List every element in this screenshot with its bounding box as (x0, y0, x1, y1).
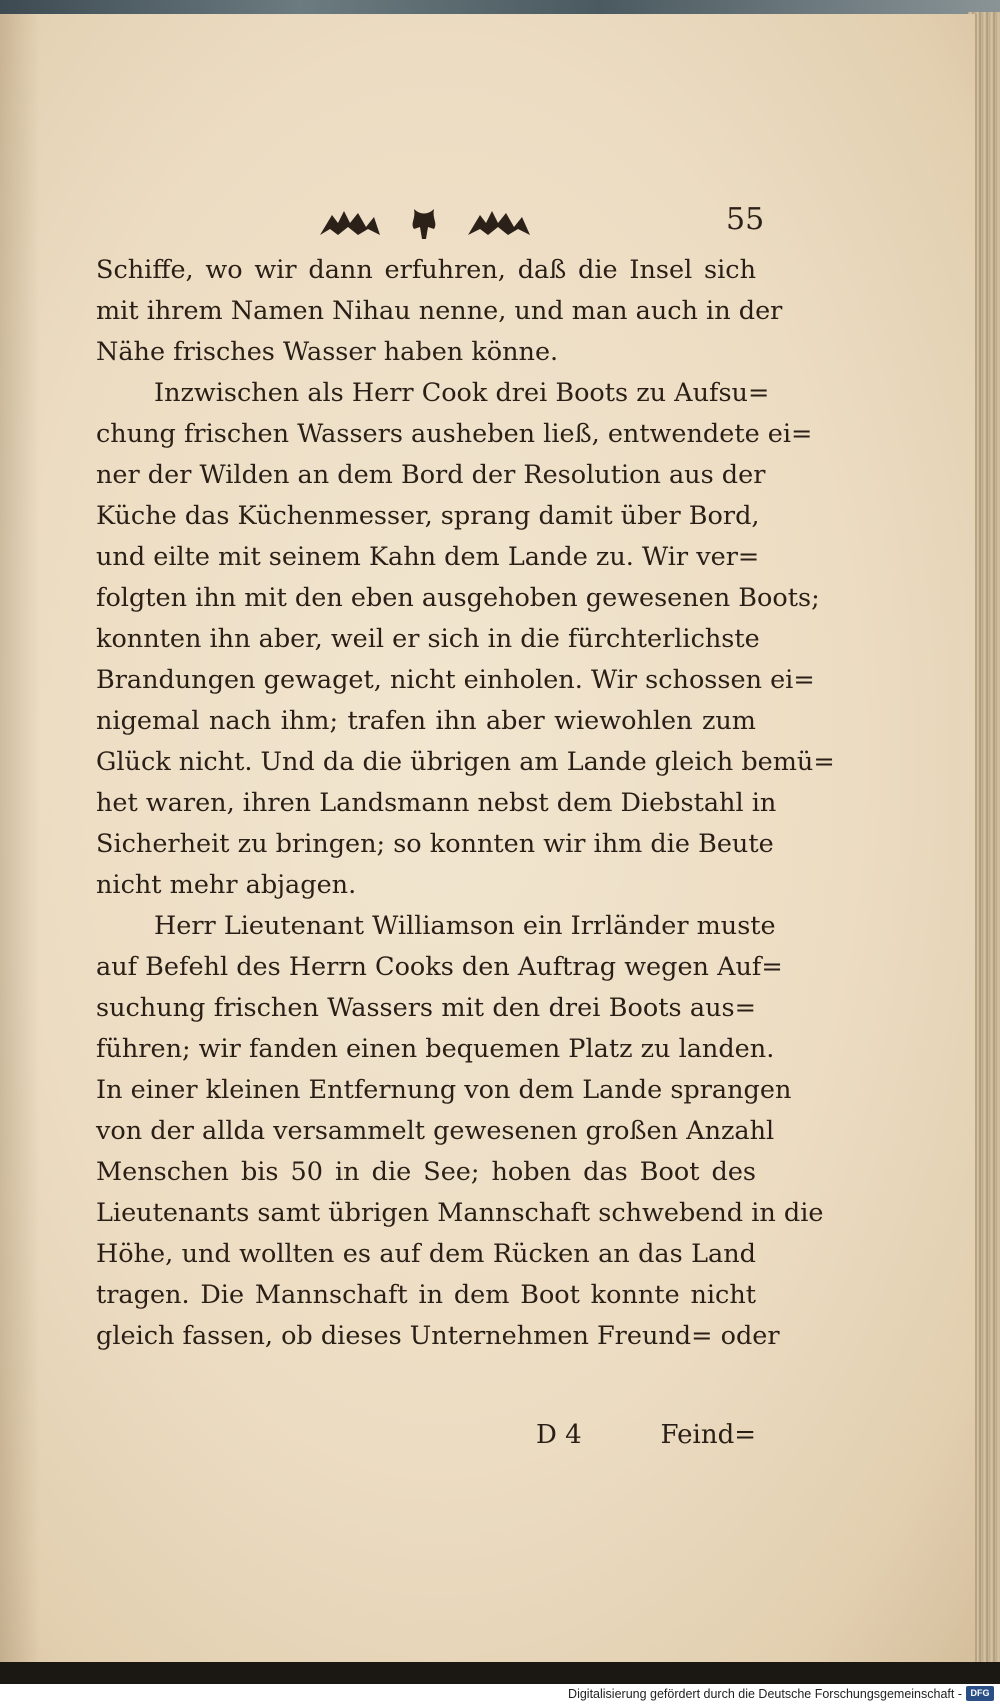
catchword: Feind= (660, 1420, 756, 1450)
text-line: Schiffe, wo wir dann erfuhren, daß die Insel sich (96, 255, 756, 285)
page-footer-line (96, 1420, 756, 1460)
text-line: folgten ihn mit den eben ausgehoben gewesenen Boots; (96, 583, 820, 613)
text-line: Sicherheit zu bringen; so konnten wir ihm die Beute (96, 829, 774, 859)
scan-bottom-band (0, 1662, 1000, 1684)
text-line: führen; wir fanden einen bequemen Platz zu landen. (96, 1034, 775, 1064)
text-line: In einer kleinen Entfernung von dem Lande sprangen (96, 1075, 792, 1105)
text-line: Glück nicht. Und da die übrigen am Lande gleich bemü= (96, 747, 835, 777)
text-line: Herr Lieutenant Williamson ein Irrländer muste (154, 911, 776, 941)
text-line: nigemal nach ihm; trafen ihn aber wiewohlen zum (96, 706, 756, 736)
digitization-credit: Digitalisierung gefördert durch die Deutsche Forschungsgemeinschaft - (568, 1687, 962, 1701)
text-line: von der allda versammelt gewesenen großen Anzahl (96, 1116, 775, 1146)
text-line: tragen. Die Mannschaft in dem Boot konnte nicht (96, 1280, 756, 1310)
text-line: Menschen bis 50 in die See; hoben das Boot des (96, 1157, 756, 1187)
text-line: konnten ihn aber, weil er sich in die fürchterlichste (96, 624, 760, 654)
text-line: gleich fassen, ob dieses Unternehmen Freund= oder (96, 1321, 780, 1351)
header-ornament-icon (318, 205, 548, 241)
text-line: ner der Wilden an dem Bord der Resolution aus der (96, 460, 766, 490)
text-line: Brandungen gewaget, nicht einholen. Wir schossen ei= (96, 665, 815, 695)
text-line: nicht mehr abjagen. (96, 870, 357, 900)
dfg-logo-icon: DFG (966, 1686, 994, 1701)
page-number: 55 (726, 202, 765, 237)
page-body-text (96, 250, 835, 1357)
text-line: Inzwischen als Herr Cook drei Boots zu Aufsu= (154, 378, 770, 408)
signature-mark: D 4 (536, 1420, 582, 1450)
text-line: und eilte mit seinem Kahn dem Lande zu. Wir ver= (96, 542, 760, 572)
text-line: mit ihrem Namen Nihau nenne, und man auch in der (96, 296, 783, 326)
text-line: auf Befehl des Herrn Cooks den Auftrag wegen Auf= (96, 952, 783, 982)
text-line: chung frischen Wassers ausheben ließ, entwendete ei= (96, 419, 813, 449)
text-line: Nähe frisches Wasser haben könne. (96, 337, 559, 367)
text-line: suchung frischen Wassers mit den drei Boots aus= (96, 993, 756, 1023)
page-gutter-shadow (0, 14, 40, 1662)
text-line: Lieutenants samt übrigen Mannschaft schwebend in die (96, 1198, 824, 1228)
text-line: het waren, ihren Landsmann nebst dem Diebstahl in (96, 788, 777, 818)
text-line: Küche das Küchenmesser, sprang damit über Bord, (96, 501, 760, 531)
text-line: Höhe, und wollten es auf dem Rücken an das Land (96, 1239, 756, 1269)
